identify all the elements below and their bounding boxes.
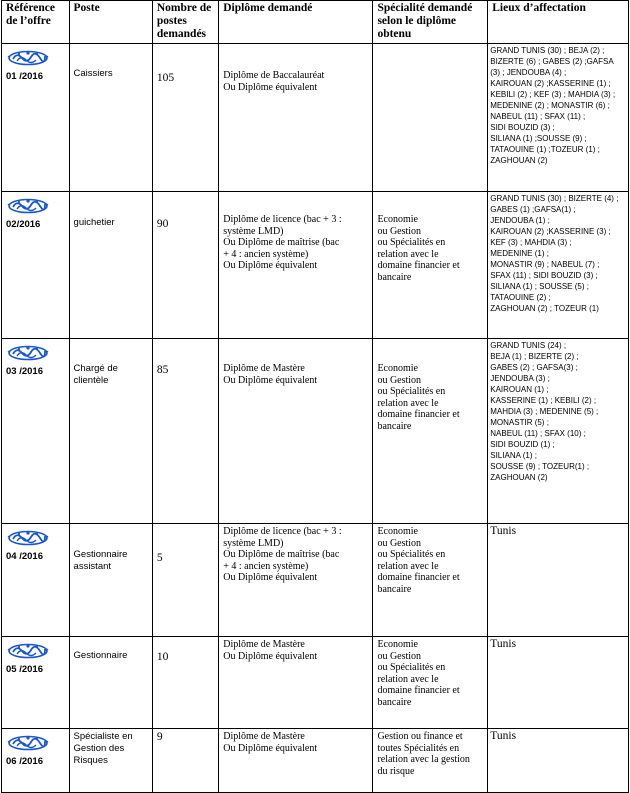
- lieux-line: GRAND TUNIS (30) ; BEJA (2) ;: [490, 46, 605, 55]
- specialite-line: toutes Spécialités en: [377, 742, 460, 754]
- specialite-line: relation avec le: [377, 397, 439, 409]
- diplome-line: Ou Diplôme équivalent: [223, 374, 318, 386]
- poste-cell: Spécialiste en Gestion des Risques: [69, 729, 152, 793]
- diplome-cell: [219, 192, 373, 339]
- table-row: [2, 339, 629, 524]
- specialite-line: Economie: [377, 526, 418, 537]
- lieux-line: SILIANA (1) ; SOUSSE (5) ;: [490, 282, 589, 291]
- diplome-line: Diplôme de Mastère: [223, 363, 305, 374]
- lieux-line: NABEUL (11) ; SFAX (10) ;: [490, 429, 586, 438]
- specialite-line: Economie: [377, 363, 418, 374]
- lieux-line: GRAND TUNIS (24) ;: [490, 341, 567, 350]
- specialite-cell: [373, 524, 488, 637]
- lieux-line: KEBILI (2) ; KEF (3) ; MAHDIA (3) ;: [490, 90, 616, 99]
- lieux-line: NABEUL (11) ; SFAX (11) ;: [490, 112, 586, 121]
- poste-cell: Chargé de clientèle: [69, 339, 152, 524]
- lieux-cell: [488, 637, 629, 729]
- specialite-line: bancaire: [377, 271, 412, 283]
- specialite-line: domaine financier et: [377, 572, 460, 583]
- lieux-cell: [488, 44, 629, 192]
- reference-code: 04 /2016: [6, 551, 43, 562]
- diplome-cell: [219, 729, 373, 793]
- reference-cell: [2, 44, 70, 192]
- lieux-line: SOUSSE (9) ; TOZEUR(1) ;: [490, 462, 590, 471]
- header-lieux: Lieux d’affectation: [488, 1, 629, 44]
- nombre-cell: 90: [152, 192, 218, 339]
- poste-cell: Gestionnaire assistant: [69, 524, 152, 637]
- specialite-line: bancaire: [377, 696, 412, 708]
- lieux-line: TATAOUINE (2) ;: [490, 293, 551, 302]
- diplome-line: + 4 : ancien système): [223, 248, 309, 260]
- job-offers-table: [1, 0, 629, 793]
- lieux-line: KAIROUAN (2) ;KASSERINE (1) ;: [490, 79, 611, 88]
- specialite-line: bancaire: [377, 583, 412, 595]
- lieux-line: SILIANA (1) ;: [490, 451, 537, 460]
- lieux-line: JENDOUBA (1) ;: [490, 216, 550, 225]
- logo-icon: [7, 642, 65, 662]
- specialite-line: domaine financier et: [377, 409, 460, 420]
- diplome-cell: [219, 339, 373, 524]
- diplome-line: Diplôme de Mastère: [223, 731, 305, 742]
- lieux-line: MONASTIR (5) ;: [490, 418, 549, 427]
- poste-cell: Gestionnaire: [69, 637, 152, 729]
- specialite-line: relation avec la gestion: [377, 754, 470, 765]
- lieux-line: JENDOUBA (3) ;: [490, 374, 550, 383]
- lieux-line: GABES (1) ;GAFSA(1) ;: [490, 205, 576, 214]
- specialite-line: du risque: [377, 765, 415, 777]
- lieux-line: SFAX (11) ; SIDI BOUZID (3) ;: [490, 271, 598, 280]
- header-diplome: Diplôme demandé: [219, 1, 373, 44]
- logo-icon: [7, 529, 65, 549]
- diplome-line: Ou Diplôme de maîtrise (bac: [223, 549, 340, 560]
- specialite-cell: [373, 729, 488, 793]
- specialite-line: ou Gestion: [377, 374, 422, 386]
- header-reference: Référence de l’offre: [2, 1, 70, 44]
- header-nombre: Nombre de postes demandés: [152, 1, 218, 44]
- lieux-line: KEF (3) ; MAHDIA (3) ;: [490, 238, 572, 247]
- specialite-line: domaine financier et: [377, 260, 460, 271]
- logo-icon: [7, 197, 65, 217]
- table-row: [2, 637, 629, 729]
- specialite-cell: [373, 637, 488, 729]
- lieux-line: SIDI BOUZID (3) ;: [490, 123, 555, 132]
- lieux-line: Tunis: [490, 730, 517, 742]
- diplome-line: système LMD): [223, 537, 284, 549]
- poste-cell: Caissiers: [69, 44, 152, 192]
- logo-icon: [7, 49, 65, 69]
- lieux-line: BEJA (1) ; BIZERTE (2) ;: [490, 352, 579, 361]
- specialite-line: relation avec le: [377, 673, 439, 685]
- diplome-line: Ou Diplôme équivalent: [223, 650, 318, 662]
- specialite-line: ou Spécialités en: [377, 549, 446, 560]
- lieux-line: GABES (2) ; GAFSA(3) ;: [490, 363, 578, 372]
- specialite-line: relation avec le: [377, 560, 439, 572]
- header-specialite: Spécialité demandé selon le diplôme obtenu: [373, 1, 488, 44]
- lieux-line: ZAGHOUAN (2): [490, 473, 548, 482]
- lieux-line: MAHDIA (3) ; MEDENINE (5) ;: [490, 407, 599, 416]
- diplome-line: Ou Diplôme équivalent: [223, 742, 318, 754]
- nombre-cell: 105: [152, 44, 218, 192]
- reference-cell: [2, 637, 70, 729]
- nombre-cell: 10: [152, 637, 218, 729]
- reference-code: 05 /2016: [6, 664, 43, 675]
- logo-icon: [7, 734, 65, 754]
- specialite-line: ou Spécialités en: [377, 386, 446, 397]
- specialite-line: domaine financier et: [377, 685, 460, 696]
- specialite-line: Economie: [377, 639, 418, 650]
- lieux-cell: [488, 192, 629, 339]
- reference-cell: [2, 729, 70, 793]
- reference-cell: [2, 524, 70, 637]
- header-row: [2, 1, 629, 44]
- lieux-line: (3) ; JENDOUBA (4) ;: [490, 68, 567, 77]
- lieux-cell: [488, 339, 629, 524]
- table-row: [2, 729, 629, 793]
- specialite-line: ou Gestion: [377, 650, 422, 662]
- lieux-cell: [488, 524, 629, 637]
- lieux-line: Tunis: [490, 638, 517, 650]
- nombre-cell: 5: [152, 524, 218, 637]
- reference-code: 01 /2016: [6, 71, 43, 82]
- table-row: [2, 192, 629, 339]
- header-poste: Poste: [69, 1, 152, 44]
- lieux-line: Tunis: [490, 525, 517, 537]
- lieux-line: KAIROUAN (2) ;KASSERINE (3) ;: [490, 227, 611, 236]
- diplome-line: Diplôme de licence (bac + 3 :: [223, 214, 342, 225]
- diplome-cell: [219, 524, 373, 637]
- lieux-line: ZAGHOUAN (2) ; TOZEUR (1): [490, 304, 599, 313]
- specialite-line: relation avec le: [377, 248, 439, 260]
- lieux-line: MEDENINE (2) ; MONASTIR (6) ;: [490, 101, 610, 110]
- lieux-line: TATAOUINE (1) ;TOZEUR (1) ;: [490, 145, 600, 154]
- poste-cell: guichetier: [69, 192, 152, 339]
- specialite-line: ou Spécialités en: [377, 237, 446, 248]
- specialite-line: bancaire: [377, 420, 412, 432]
- lieux-line: SIDI BOUZID (1) ;: [490, 440, 555, 449]
- lieux-line: MEDENINE (1) ;: [490, 249, 549, 258]
- specialite-cell: [373, 339, 488, 524]
- lieux-line: KAIROUAN (1) ;: [490, 385, 549, 394]
- diplome-cell: [219, 637, 373, 729]
- specialite-line: Gestion ou finance et: [377, 731, 463, 742]
- diplome-line: + 4 : ancien système): [223, 560, 309, 572]
- reference-code: 02/2016: [6, 219, 41, 230]
- specialite-cell: [373, 44, 488, 192]
- reference-code: 03 /2016: [6, 366, 43, 377]
- lieux-cell: [488, 729, 629, 793]
- specialite-line: ou Spécialités en: [377, 662, 446, 673]
- specialite-cell: [373, 192, 488, 339]
- reference-code: 06 /2016: [6, 756, 43, 767]
- table-row: [2, 524, 629, 637]
- diplome-line: Ou Diplôme équivalent: [223, 260, 318, 271]
- logo-icon: [7, 344, 65, 364]
- diplome-line: système LMD): [223, 225, 284, 237]
- nombre-cell: 9: [152, 729, 218, 793]
- nombre-cell: 85: [152, 339, 218, 524]
- table-row: [2, 44, 629, 192]
- diplome-line: Ou Diplôme de maîtrise (bac: [223, 237, 340, 248]
- lieux-line: GRAND TUNIS (30) ; BIZERTE (4) ;: [490, 194, 619, 203]
- reference-cell: [2, 339, 70, 524]
- diplome-line: Diplôme de Mastère: [223, 639, 305, 650]
- diplome-cell: [219, 44, 373, 192]
- lieux-line: KASSERINE (1) ; KEBILI (2) ;: [490, 396, 597, 405]
- diplome-line: Diplôme de Baccalauréat: [223, 70, 325, 81]
- lieux-line: BIZERTE (6) ; GABES (2) ;GAFSA: [490, 57, 614, 66]
- specialite-line: Economie: [377, 214, 418, 225]
- lieux-line: MONASTIR (9) ; NABEUL (7) ;: [490, 260, 600, 269]
- specialite-line: ou Gestion: [377, 225, 422, 237]
- diplome-line: Ou Diplôme équivalent: [223, 81, 318, 93]
- reference-cell: [2, 192, 70, 339]
- specialite-line: ou Gestion: [377, 537, 422, 549]
- lieux-line: ZAGHOUAN (2): [490, 156, 548, 165]
- lieux-line: SILIANA (1) ;SOUSSE (9) ;: [490, 134, 587, 143]
- diplome-line: Diplôme de licence (bac + 3 :: [223, 526, 342, 537]
- diplome-line: Ou Diplôme équivalent: [223, 572, 318, 583]
